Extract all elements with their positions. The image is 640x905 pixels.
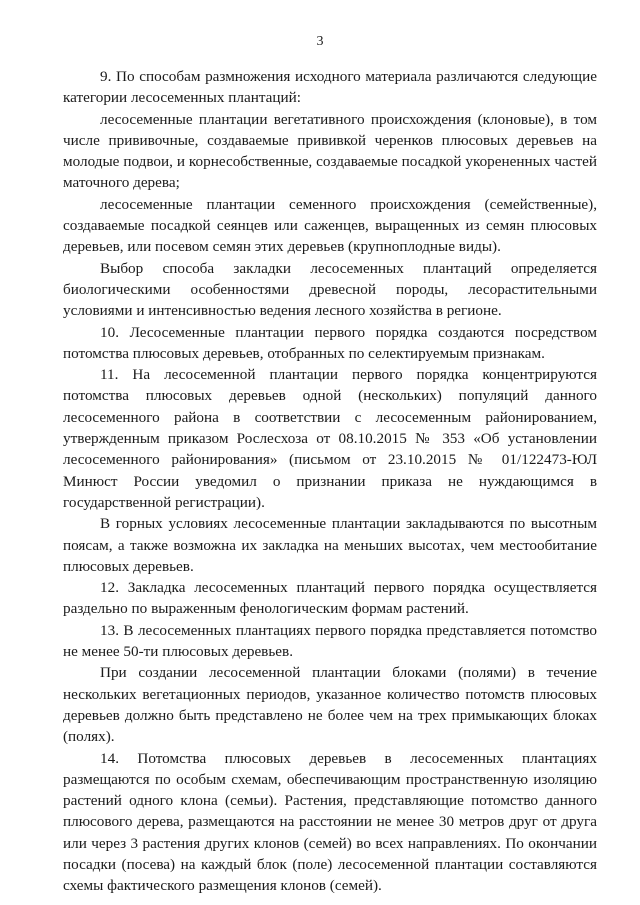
- paragraph-method-choice: Выбор способа закладки лесосеменных плантаций определяется биологическими особенностями древесной породы, лесорастительными условиями и интенсивностью ведения лесного хозяйства в регионе.: [63, 259, 597, 320]
- paragraph-9: 9. По способам размножения исходного материала различаются следующие категории лесосеменных плантаций:: [63, 68, 597, 107]
- paragraph-11: 11. На лесосеменной плантации первого порядка концентрируются потомства плюсовых деревьев одной (нескольких) популяций данного лесосеменного района в соответствии с лесосеменным районированием, утвержденным приказом Рослесхоза от 08.10.2015 № 353 «Об установлении лесосеменного районирования» (письмом от 23.10.2015 № 01/122473-ЮЛ Минюст России уведомил о признании приказа не нуждающимся в государственной регистрации).: [63, 366, 597, 511]
- paragraph-13: 13. В лесосеменных плантациях первого порядка представляется потомство не менее 50-ти плюсовых деревьев.: [63, 621, 597, 661]
- paragraph-blocks: При создании лесосеменной плантации блоками (полями) в течение нескольких вегетационных периодов, указанное количество потомств плюсовых деревьев должно быть представлено не более чем на трех примыкающих блоках (полях).: [63, 664, 597, 746]
- page-number: 3: [316, 34, 324, 49]
- paragraph-seed-plantations: лесосеменные плантации семенного происхождения (семейственные), создаваемые посадкой сеянцев или саженцев, выращенных из семян плюсовых деревьев, или посевом семян этих деревьев (крупноплодные виды).: [63, 195, 597, 256]
- paragraph-vegetative-plantations: лесосеменные плантации вегетативного происхождения (клоновые), в том числе прививочные, создаваемые прививкой черенков плюсовых деревьев на молодые подвои, и корнесобственные, создаваемые посадкой укорененных частей маточного дерева;: [63, 110, 597, 192]
- paragraph-10: 10. Лесосеменные плантации первого порядка создаются посредством потомства плюсовых деревьев, отобранных по селектируемым признакам.: [63, 323, 597, 362]
- document-body: [63, 66, 597, 897]
- paragraph-12: 12. Закладка лесосеменных плантаций первого порядка осуществляется раздельно по выраженным фенологическим формам растений.: [63, 579, 597, 618]
- paragraph-mountain-conditions: В горных условиях лесосеменные плантации закладываются по высотным поясам, а также возможна их закладка на меньших высотах, чем местообитание плюсовых деревьев.: [63, 515, 597, 575]
- paragraph-14: 14. Потомства плюсовых деревьев в лесосеменных плантациях размещаются по особым схемам, обеспечивающим пространственную изоляцию растений одного клона (семьи). Растения, представляющие потомство данного плюсового дерева, размещаются на расстоянии не менее 30 метров друг от друга или через 3 растения других клонов (семей) во всех направлениях. По окончании посадки (посева) на каждый блок (поле) лесосеменной плантации составляются схемы фактического размещения клонов (семей).: [63, 749, 597, 895]
